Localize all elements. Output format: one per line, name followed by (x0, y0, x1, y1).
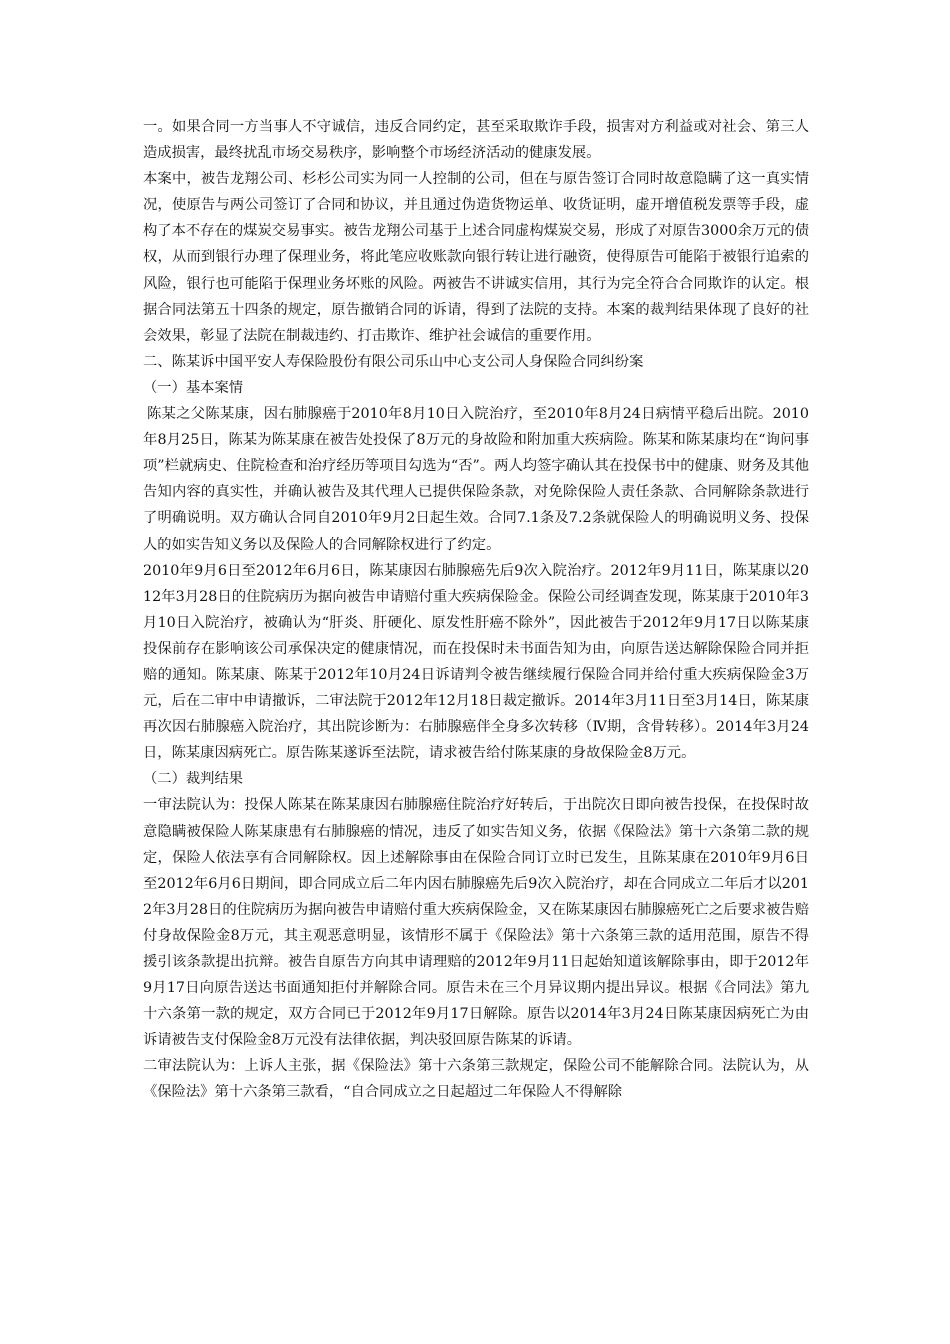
subsection-heading-basic-facts: （一）基本案情 (143, 379, 244, 396)
subsection-heading-judgment: （二）裁判结果 (143, 771, 244, 788)
section-heading-case-two: 二、陈某诉中国平安人寿保险股份有限公司乐山中心支公司人身保险合同纠纷案 (143, 353, 644, 370)
document-page (143, 114, 809, 1106)
paragraph-basic-facts: 陈某之父陈某康，因右肺腺癌于2010年8月10日入院治疗，至2010年8月24日病情平稳后出院。2010年8月25日，陈某为陈某康在被告处投保了8万元的身故险和附加重大疾病险。陈某和陈某康均在“询问事项”栏就病史、住院检查和治疗经历等项目勾选为“否”。两人均签字确认其在投保书中的健康、财务及其他告知内容的真实性，并确认被告及其代理人已提供保险条款，对免除保险人责任条款、合同解除条款进行了明确说明。双方确认合同自2010年9月2日起生效。合同7.1条及7.2条就保险人的明确说明义务、投保人的如实告知义务以及保险人的合同解除权进行了约定。 (143, 406, 809, 553)
paragraph-case-analysis: 本案中，被告龙翔公司、杉杉公司实为同一人控制的公司，但在与原告签订合同时故意隐瞒了这一真实情况，使原告与两公司签订了合同和协议，并且通过伪造货物运单、收货证明，虚开增值税发票等手段，虚构了本不存在的煤炭交易事实。被告龙翔公司基于上述合同虚构煤炭交易，形成了对原告3000余万元的债权，从而到银行办理了保理业务，将此笔应收账款向银行转让进行融资，使得原告可能陷于被银行追索的风险，银行也可能陷于保理业务坏账的风险。两被告不讲诚实信用，其行为完全符合合同欺诈的认定。根据合同法第五十四条的规定，原告撤销合同的诉请，得到了法院的支持。本案的裁判结果体现了良好的社会效果，彰显了法院在制裁违约、打击欺诈、维护社会诚信的重要作用。 (143, 171, 809, 344)
paragraph-first-instance: 一审法院认为：投保人陈某在陈某康因右肺腺癌住院治疗好转后，于出院次日即向被告投保，在投保时故意隐瞒被保险人陈某康患有右肺腺癌的情况，违反了如实告知义务，依据《保险法》第十六条第二款的规定，保险人依法享有合同解除权。因上述解除事由在保险合同订立时已发生，且陈某康在2010年9月6日至2012年6月6日期间，即合同成立后二年内因右肺腺癌先后9次入院治疗，却在合同成立二年后才以2012年3月28日的住院病历为据向被告申请赔付重大疾病保险金，又在陈某康因右肺腺癌死亡之后要求被告赔付身故保险金8万元，其主观恶意明显，该情形不属于《保险法》第十六条第三款的适用范围，原告不得援引该条款提出抗辩。被告自原告方向其申请理赔的2012年9月11日起始知道该解除事由，即于2012年9月17日向原告送达书面通知拒付并解除合同。原告未在三个月异议期内提出异议。根据《合同法》第九十六条第一款的规定，双方合同已于2012年9月17日解除。原告以2014年3月24日陈某康因病死亡为由诉请被告支付保险金8万元没有法律依据，判决驳回原告陈某的诉请。 (143, 797, 809, 1049)
paragraph-treatment-history: 2010年9月6日至2012年6月6日，陈某康因右肺腺癌先后9次入院治疗。2012年9月11日，陈某康以2012年3月28日的住院病历为据向被告申请赔付重大疾病保险金。保险公司经调查发现，陈某康于2010年3月10日入院治疗，被确认为“肝炎、肝硬化、原发性肝癌不除外”，因此被告于2012年9月17日以陈某康投保前存在影响该公司承保决定的健康情况，而在投保时未书面告知为由，向原告送达解除保险合同并拒赔的通知。陈某康、陈某于2012年10月24日诉请判令被告继续履行保险合同并给付重大疾病保险金3万元，后在二审中申请撤诉，二审法院于2012年12月18日裁定撤诉。2014年3月11日至3月14日，陈某康再次因右肺腺癌入院治疗，其出院诊断为：右肺腺癌伴全身多次转移（Ⅳ期，含骨转移）。2014年3月24日，陈某康因病死亡。原告陈某遂诉至法院，请求被告给付陈某康的身故保险金8万元。 (143, 562, 809, 762)
paragraph-intro-conclusion: 一。如果合同一方当事人不守诚信，违反合同约定，甚至采取欺诈手段，损害对方利益或对社会、第三人造成损害，最终扰乱市场交易秩序，影响整个市场经济活动的健康发展。 (143, 119, 809, 162)
paragraph-second-instance: 二审法院认为：上诉人主张，据《保险法》第十六条第三款规定，保险公司不能解除合同。法院认为，从《保险法》第十六条第三款看，“自合同成立之日起超过二年保险人不得解除 (143, 1058, 809, 1101)
